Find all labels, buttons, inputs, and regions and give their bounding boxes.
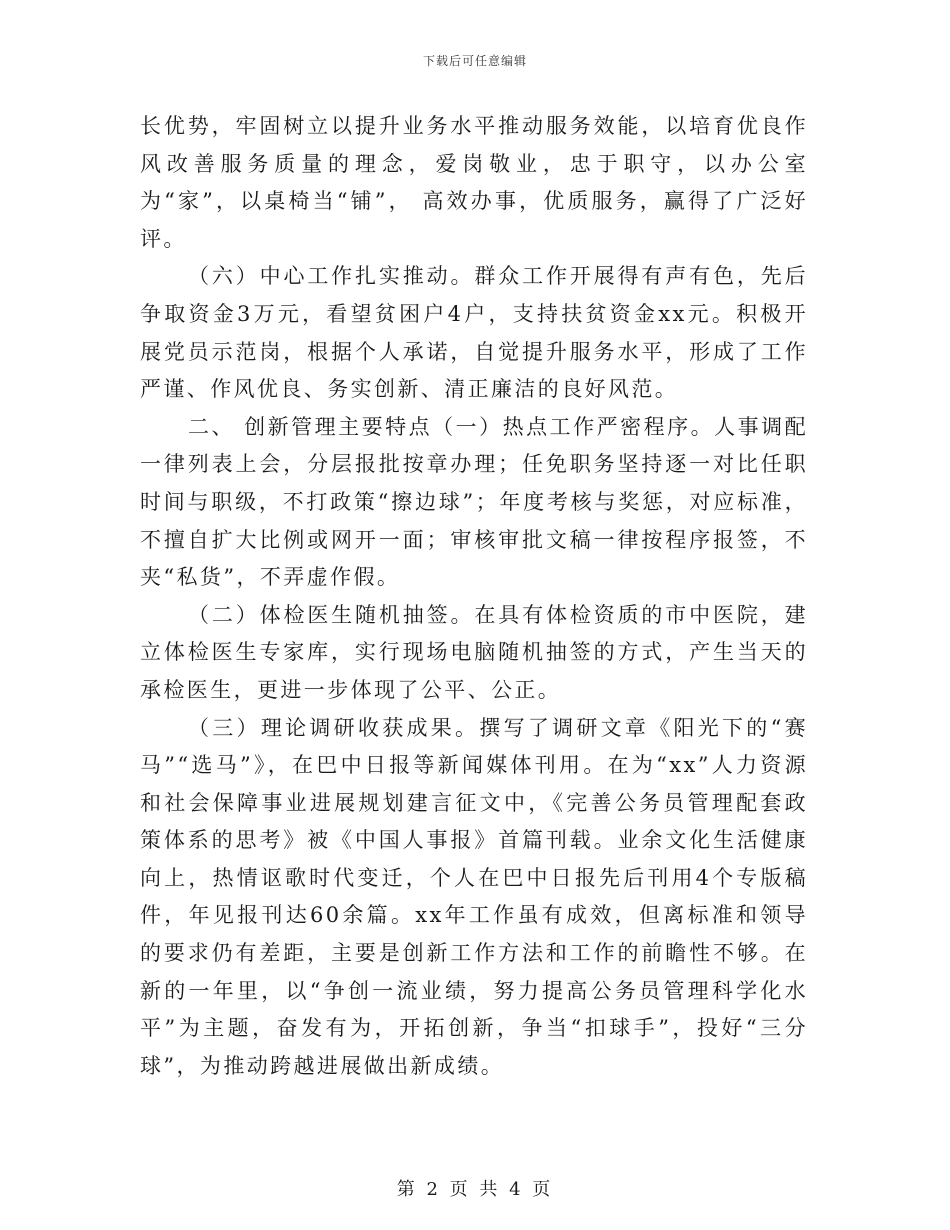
page-number: 第 2 页 共 4 页 <box>396 1179 554 1200</box>
paragraph-section-six: （六）中心工作扎实推动。群众工作开展得有声有色，先后争取资金3万元，看望贫困户4户，支持扶贫资金xx元。积极开展党员示范岗，根据个人承诺，自觉提升服务水平，形成了工作严谨、作风优良、务实创新、清正廉洁的良好风范。 <box>140 264 808 402</box>
paragraph-continuation: 长优势，牢固树立以提升业务水平推动服务效能，以培育优良作风改善服务质量的理念，爱岗敬业，忠于职守，以办公室为“家”，以桌椅当“铺”， 高效办事，优质服务，赢得了广泛好评。 <box>140 114 808 251</box>
paragraph-medical-lottery: （二）体检医生随机抽签。在具有体检资质的市中医院，建立体检医生专家库，实行现场电脑随机抽签的方式，产生当天的承检医生，更进一步体现了公平、公正。 <box>140 602 808 702</box>
paragraph-research-results: （三）理论调研收获成果。撰写了调研文章《阳光下的“赛马”“选马”》，在巴中日报等新闻媒体刊用。在为“xx”人力资源和社会保障事业进展规划建言征文中，《完善公务员管理配套政策体系的思考》被《中国人事报》首篇刊载。业余文化生活健康向上，热情讴歌时代变迁，个人在巴中日报先后刊用4个专版稿件，年见报刊达60余篇。xx年工作虽有成效，但离标准和领导的要求仍有差距，主要是创新工作方法和工作的前瞻性不够。在新的一年里，以“争创一流业绩，努力提高公务员管理科学化水平”为主题，奋发有为，开拓创新，争当“扣球手”，投好“三分球”，为推动跨越进展做出新成绩。 <box>140 715 808 1078</box>
page-header-note: 下载后可任意编辑 <box>422 54 527 68</box>
paragraph-innovation-features: 二、 创新管理主要特点（一）热点工作严密程序。人事调配一律列表上会，分层报批按章办理；任免职务坚持逐一对比任职时间与职级，不打政策“擦边球”；年度考核与奖惩，对应标准，不擅自扩大比例或网开一面；审核审批文稿一律按程序报签，不夹“私货”，不弄虚作假。 <box>140 414 808 590</box>
document-body <box>140 108 808 1085</box>
